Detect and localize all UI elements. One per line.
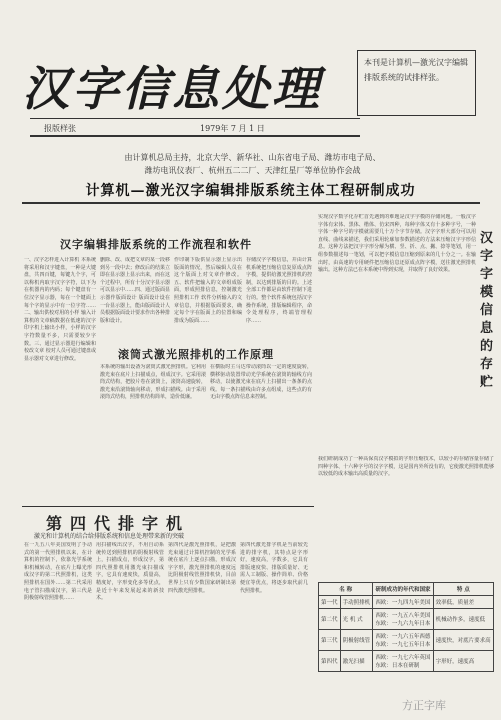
watermark: 方正字库 [402, 699, 446, 712]
notice-box [357, 50, 476, 116]
table-cell: 激光扫描 [340, 651, 373, 672]
section3-col3: 第四代是激光照排机，是把激光束通过计算机控制的光学系统在底片上逐点扫描，形成汉字字形，激光照排机的速度远比阴极射线管照排机快，目前世界上只有少数国家研制出第四代激光照排机。 [168, 542, 236, 594]
table-header-years: 研制成功的年代和国家 [373, 583, 433, 596]
table-cell: 西欧：一九五八年美国 东欧：一九六九年日本 [373, 609, 433, 630]
table-header-row [319, 583, 494, 596]
table-cell: 手动照排机 [340, 596, 373, 609]
table-cell: 阴极射线管 [340, 630, 373, 651]
section3-rule [22, 506, 314, 507]
section3-col1: 在一九五八年美国发明了手动式的第一代照排机以来，在计算机的控制下，依靠光学系统和机械转动，在底片上曝光形成汉字的第二代照排机，这类照排机在国外……第二代采用电子管扫描成汉字，第三代是阴极射线管照排机…… [24, 542, 92, 602]
section2-title: 滚筒式激光照排机的工作原理 [118, 348, 274, 361]
section1-title: 汉字编辑排版系统的工作流程和软件 [60, 238, 252, 251]
notice-text: 本刊是计算机—激光汉字编辑排版系统的试排样张。 [364, 58, 468, 82]
sample-label: 报版样张 [44, 124, 76, 133]
table-cell: 第三代 [319, 630, 341, 651]
table-cell: 西欧：一九六五年西德 东欧：一九七五年日本 [373, 630, 433, 651]
table-row [319, 651, 494, 672]
table-cell: 第一代 [319, 596, 341, 609]
section1-col3: 作印制下版供显示器上显示出版面的情况，然后编辑人员在这个版面上对文章作修改。五、软件把输入的文章组成版面，形成照排信息，控制激光照排机工作 软件分析输入的文章信息，并根据版面要求，确定每个字在版面上的位置和编排成为版面…… [174, 257, 242, 324]
section2-col1: 本系统的输出设备为滚筒式激光照排机。它利用激光束在底片上扫描成点，组成汉字。它采用滚筒式结构，把胶片卷在滚筒上，滚筒高速旋转，激光束沿滚筒轴向移动，形成扫描线。由于采用滚筒式结构，照排机结构简单，造价低廉。 [100, 364, 206, 401]
table-header-features: 特 点 [433, 583, 493, 596]
issue-date: 1979年 7 月 1 日 [200, 124, 265, 133]
main-headline: 计算机—激光汉字编辑排版系统主体工程研制成功 [85, 183, 416, 199]
table-row [319, 596, 494, 609]
table-cell: 第四代 [319, 651, 341, 672]
sponsors-line-1: 由计算机总局主持，北京大学、新华社、山东省电子局、潍坊市电子局、 [124, 153, 381, 162]
section3-col4: 第四代激光排字机是当前较先进的排字机，其特点是字形好，速度高，字数多，它具有排版速度快、排版质量好、无需人工制版、操作简单、价格便宜等优点，将逐步取代前几代照排机。 [240, 542, 308, 594]
section1-col2: 删除、改、成把文章的某一段移到另一段中去；修改后的结果立即在显示器上显示出来，而在这个过程中，所有十分汉字显示器可以显示中……四、通过版面显示器作版面设计 版面设计设在一台显示器上，能由版面设计人员根据版面设计要求作出各种排版和设计。 [100, 257, 170, 324]
right-column-text: 实现汉字数字化存贮首先遇到的难题是汉字字模的存储问题。一般汉字字体有宋体、黑体、楷体、仿宋四种，每种字体又有十多种字号，一种字体一种字号的字模就需要几十万个字节存储。汉字字形大部分可以用直线、曲线来描述，我们采用轮廓加参数描述的方法来压缩汉字字形信息。这种方法把汉字字形分解为横、竖、折、点、撇、捺等笔划，用一组参数描述每一笔划，可以把字模信息压缩到原来的几十分之一。在输出时，由高速的专用硬件把压缩信息还原成点阵字模，送往激光照排机输出。这种方法已在本系统中得到实现，并取得了良好效果。 [318, 214, 476, 274]
table-cell: 西欧：一九七六年英国 东欧：日本在研制 [373, 651, 433, 672]
table-row [319, 609, 494, 630]
section1-col1: 一、汉字怎样进入计算机 本系统将采用和汉字键盘，一种是大键盘，共四百键，每键九个字，可以称机内取字汉字字符，以下为在机器内的内码；每个键盘有一位汉字显示器，每在一个键面上每个字的显示中有一位字符……二、输出供校对用的小样 输入计算机的文章稿数据在低速的汉字印字机上输出小样，小样的汉字字符数量不多，只需要较少字数。三、通过显示器进行编辑和校改文章 校对人员可通过键盘或显示器对文章进行修改。 [24, 257, 96, 362]
table-cell: 机械动作多，速度低 [433, 609, 493, 630]
table-cell: 第二代 [319, 609, 341, 630]
table-cell: 速度快，对底片要求高 [433, 630, 493, 651]
table-cell: 西欧：一九四九年美国 [373, 596, 433, 609]
table-header-name: 名 称 [319, 583, 373, 596]
masthead-title: 汉字信息处理 [22, 62, 322, 117]
section3-col2: 用扫描线出汉字，不用自动系统传送到照排机的阴极射线管上，扫描成点，形成汉字，第四代照排机用激光束扫描成字，它具有速度快，质量高，精度好，字形变化多等优点，是近十年来发展起来的新技术。 [96, 542, 164, 602]
masthead-rule-bottom [30, 135, 360, 137]
vertical-title: 汉字字模信息的存贮 [480, 231, 494, 390]
masthead-rule-top [30, 118, 360, 119]
sponsors-block [75, 151, 430, 177]
table-row [319, 630, 494, 651]
section1-col4: 存储汉字字模信息，并由计算机系统把压缩信息复原成点阵字模，提供给激光照排机的控制，以达到排版的目的。上述全部工作都是由软件控制下进行的。整个软件系统包括汉字操作系统，排版编辑程序，命令处理程序，终端管理程序…… [246, 257, 312, 324]
right-column-text-2: 我们研制成功了一种高保真汉字模拟的字形压缩技术，以较小的存储容量存储了四种字体、十六种字号的汉字字模，这是国内外所没有的，它使激光照排机能够以较低的成本输出高质量的汉字。 [318, 456, 494, 478]
table-cell: 字形好，速度高 [433, 651, 493, 672]
section3-title: 第四代排字机 [46, 514, 191, 533]
section3-subtitle: 激光和计算机的结合给排版系统和信息处理带来新的突破 [34, 533, 185, 540]
headline-rule [22, 202, 480, 204]
table-cell: 光 机 式 [340, 609, 373, 630]
section2-col2: 在横版时主马达带动滚筒以一定的速度旋转，横移驱动装置带动光学系统在滚筒的轴线方向移动，以使激光束在底片上扫描出一条条的点线。每一条扫描线由许多点组成，这些点的有无由字模点阵信息来控制。 [210, 364, 312, 401]
table-cell: 效率低，质量差 [433, 596, 493, 609]
sponsors-line-2: 潍坊电讯仪表厂、杭州五二二厂、天津红星厂等单位协作会战 [144, 166, 361, 175]
generations-table [318, 582, 494, 672]
